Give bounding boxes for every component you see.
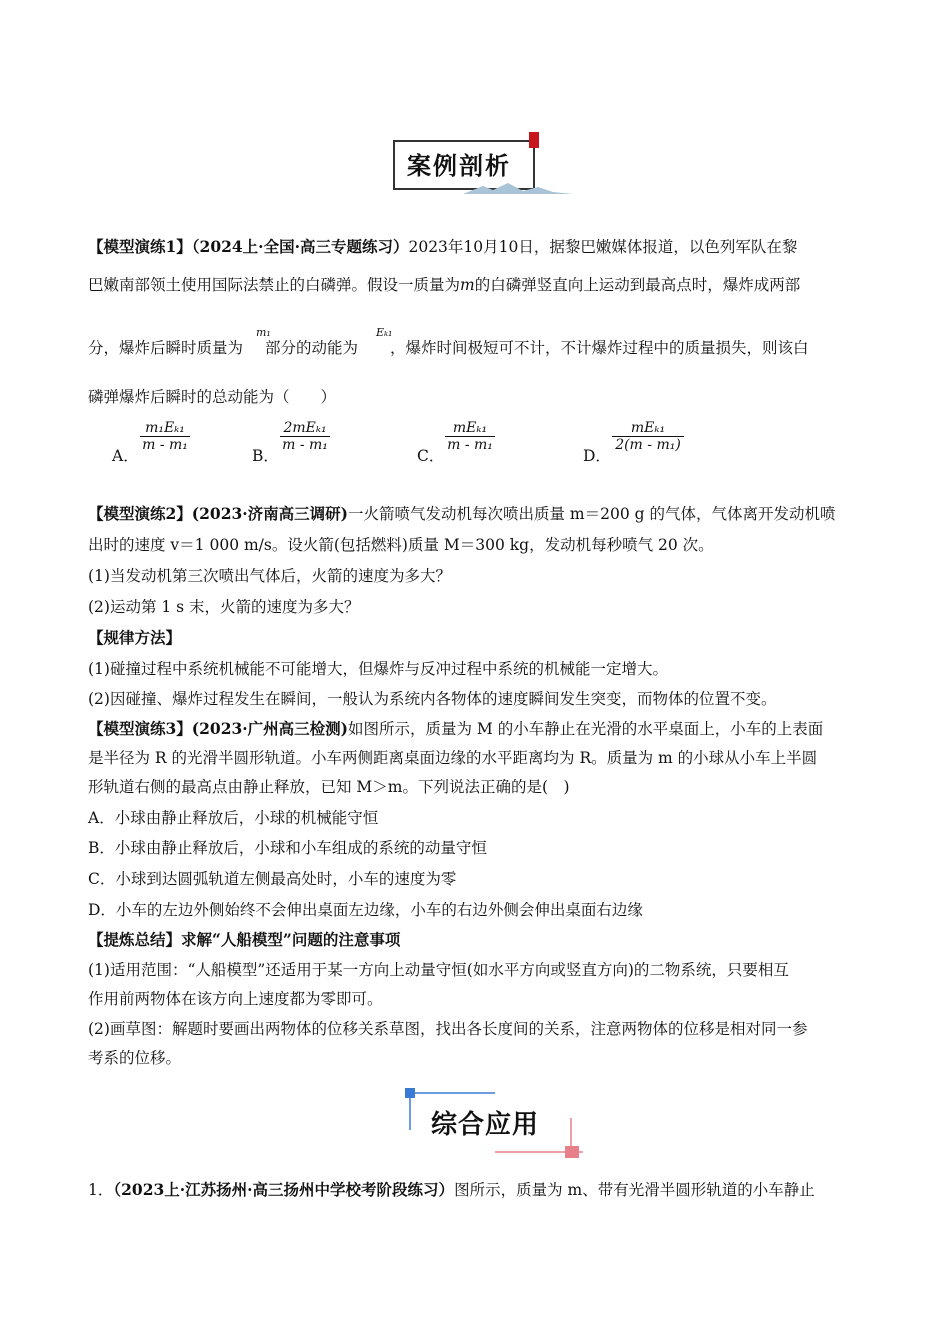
q3-line1 [88, 714, 864, 744]
q1-text-2a: 巴嫩南部领土使用国际法禁止的白磷弹。假设一质量为 [88, 276, 461, 294]
method-p1: (1)碰撞过程中系统机械能不可能增大，但爆炸与反冲过程中系统的机械能一定增大。 [88, 660, 668, 678]
q3-option-d: D．小车的左边外侧始终不会伸出桌面左边缘，小车的右边外侧会伸出桌面右边缘 [88, 901, 643, 919]
q1-var-m: m [460, 276, 475, 294]
mountain-decoration-icon [463, 182, 573, 194]
summary-p1b: 作用前两物体在该方向上速度都为零即可。 [88, 990, 383, 1008]
q1-option-c-label: C． [417, 447, 445, 465]
fraction-denominator: m - m₁ [447, 437, 493, 453]
q1-line3 [88, 333, 864, 363]
banner-red-accent [529, 132, 539, 148]
app1-text: 图所示，质量为 m、带有光滑半圆形轨道的小车静止 [454, 1181, 815, 1199]
q3-line3: 形轨道右侧的最高点由静止释放，已知 M＞m。下列说法正确的是( ) [88, 778, 570, 796]
fraction-numerator: m₁Eₖ₁ [145, 420, 185, 436]
q3-heading: 【模型演练3】(2023·广州高三检测) [88, 719, 348, 738]
q1-line2 [88, 270, 864, 300]
q2-line1 [88, 499, 864, 529]
q1-option-a-fraction [140, 420, 190, 453]
fraction-denominator: m - m₁ [282, 437, 328, 453]
q2-text-1: 一火箭喷气发动机每次喷出质量 m＝200 g 的气体，气体离开发动机喷 [348, 505, 836, 523]
app1-heading: （2023上·江苏扬州·高三扬州中学校考阶段练习） [113, 1180, 455, 1199]
q1-text-2b: 的白磷弹竖直向上运动到最高点时，爆炸成两部 [474, 276, 801, 294]
q1-heading: 【模型演练1】（2024上·全国·高三专题练习） [88, 237, 409, 256]
q2-sub2: (2)运动第 1 s 末，火箭的速度为多大？ [88, 598, 360, 616]
q1-option-c-fraction [445, 420, 495, 453]
fraction-denominator: m - m₁ [142, 437, 188, 453]
q1-option-b-label: B． [252, 447, 279, 465]
q1-text-1: 2023年10月10日，据黎巴嫩媒体报道，以色列军队在黎 [408, 238, 798, 256]
banner-title: 案例剖析 [407, 152, 511, 180]
q1-text-3b: 部分的动能为 [265, 339, 359, 357]
fraction-numerator: 2mEₖ₁ [283, 420, 327, 436]
app1-line [88, 1175, 864, 1205]
q1-option-b-fraction [280, 420, 330, 453]
section-banner-comprehensive [405, 1088, 585, 1158]
q1-text-3c: ，爆炸时间极短可不计，不计爆炸过程中的质量损失，则该白 [390, 339, 809, 357]
section-banner-case-analysis [393, 140, 543, 196]
fraction-numerator: mEₖ₁ [452, 420, 488, 436]
q2-sub1: (1)当发动机第三次喷出气体后，火箭的速度为多大？ [88, 567, 451, 585]
method-p2: (2)因碰撞、爆炸过程发生在瞬间，一般认为系统内各物体的速度瞬间发生突变，而物体的位置不变。 [88, 690, 777, 708]
q1-line4: 磷弹爆炸后瞬时的总动能为（ ） [88, 388, 337, 406]
summary-heading: 【提炼总结】求解“人船模型”问题的注意事项 [88, 930, 401, 949]
q1-text-3a: 分，爆炸后瞬时质量为 [88, 339, 244, 357]
summary-p1a: (1)适用范围：“人船模型”还适用于某一方向上动量守恒(如水平方向或竖直方向)的二物系统，只要相互 [88, 961, 789, 979]
q2-line2: 出时的速度 v＝1 000 m/s。设火箭(包括燃料)质量 M＝300 kg，发动机每秒喷气 20 次。 [88, 536, 714, 554]
summary-p2b: 考系的位移。 [88, 1049, 182, 1067]
banner-title: 综合应用 [431, 1110, 540, 1140]
q2-heading: 【模型演练2】(2023·济南高三调研) [88, 504, 348, 523]
q3-text-1: 如图所示，质量为 M 的小车静止在光滑的水平桌面上，小车的上表面 [348, 720, 824, 738]
q1-ek1-superscript: Eₖ₁ [376, 326, 393, 339]
q3-option-c: C．小球到达圆弧轨道左侧最高处时，小车的速度为零 [88, 870, 457, 888]
q1-line1 [88, 232, 864, 262]
fraction-denominator: 2(m - m₁) [615, 437, 681, 453]
app1-number: 1． [88, 1181, 114, 1199]
fraction-numerator: mEₖ₁ [630, 420, 666, 436]
summary-p2a: (2)画草图：解题时要画出两物体的位移关系草图，找出各长度间的关系，注意两物体的位移是相对同一参 [88, 1020, 808, 1038]
method-heading: 【规律方法】 [88, 628, 182, 647]
q1-m1-superscript: m₁ [256, 326, 271, 339]
q3-line2: 是半径为 R 的光滑半圆形轨道。小车两侧距离桌面边缘的水平距离均为 R。质量为 m 的小球从小车上半圆 [88, 749, 818, 767]
q1-option-d-label: D． [583, 447, 611, 465]
q1-option-d-fraction [612, 420, 684, 453]
q3-option-a: A．小球由静止释放后，小球的机械能守恒 [88, 809, 379, 827]
q1-option-a-label: A． [112, 447, 139, 465]
q3-option-b: B．小球由静止释放后，小球和小车组成的系统的动量守恒 [88, 839, 487, 857]
